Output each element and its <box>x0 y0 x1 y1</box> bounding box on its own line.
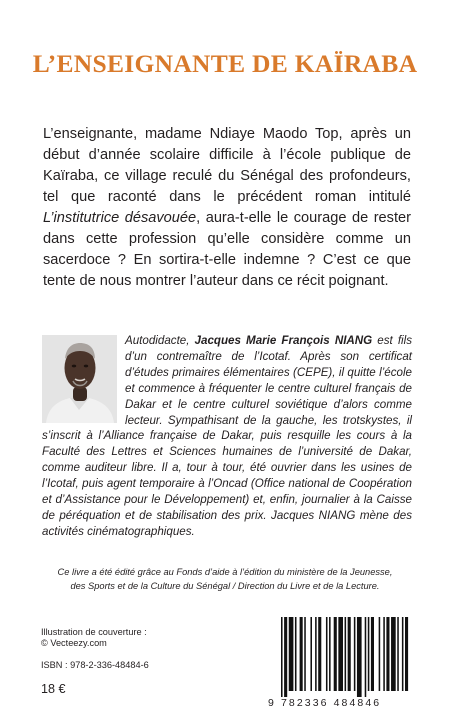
blurb-text-1: L’enseignante, madame Ndiaye Maodo Top, après un début d’année scolaire difficile à l’école publique de Kaïraba, ce village reculé du Sénégal des profondeurs, tel que raconté dans le précédent roman intitulé <box>43 126 411 205</box>
bio-text: est fils d’un contremaître de l’Icotaf. Après son certificat d’études primaires élémentaires (CEPE), il quitte l’école et commence à fréquenter le centre culturel français de Dakar et le centre culturel soviétique d’alors comme lecteur. Sympathisant de la gauche, les trotskystes, il s’inscrit à l’Alliance française de Dakar, puis resquille les cours à la Faculté des Lettres et Sciences humaines de l’université de Dakar, comme auditeur libre. Il a, tour à tour, été ouvrier dans les usines de l’Icotaf, puis agent temporaire à l’Oncad (Office national de Coopération et d’Assistance pour le Développement) et, enfin, journalier à la Caisse de péréquation et de stabilisation des prix. Jacques NIANG mène des activités cinématographiques. <box>42 334 412 538</box>
edit-note-line-2: des Sports et de la Culture du Sénégal / Direction du Livre et de la Lecture. <box>70 580 380 591</box>
book-title: L’ENSEIGNANTE DE KAÏRABA <box>32 49 418 78</box>
author-name: Jacques Marie François NIANG <box>194 334 373 347</box>
blurb-text-2: , aura-t-elle le courage de rester dans cette profession qu’elle considère comme un sacerdoce ? En sortira-t-elle indemne ? C’est ce que tente de nous montrer l’auteur dans ce récit poignant. <box>43 210 411 289</box>
cover-credit-source: © Vecteezy.com <box>41 638 107 649</box>
cover-illustration-credit <box>41 627 147 650</box>
barcode-icon <box>271 613 416 709</box>
edit-note-line-1: Ce livre a été édité grâce au Fonds d’aide à l’édition du ministère de la Jeunesse, <box>57 567 393 577</box>
author-biography <box>42 333 412 540</box>
price: 18 € <box>41 682 66 696</box>
barcode-digits: 9 782336 484846 <box>268 697 382 709</box>
cover-credit-label: Illustration de couverture : <box>41 627 147 637</box>
previous-novel-title: L’institutrice désavouée <box>43 210 197 226</box>
bio-intro: Autodidacte, <box>125 334 195 347</box>
back-cover-blurb <box>43 124 411 292</box>
isbn: ISBN : 978-2-336-48484-6 <box>41 660 149 670</box>
publishing-support-note <box>20 566 430 593</box>
